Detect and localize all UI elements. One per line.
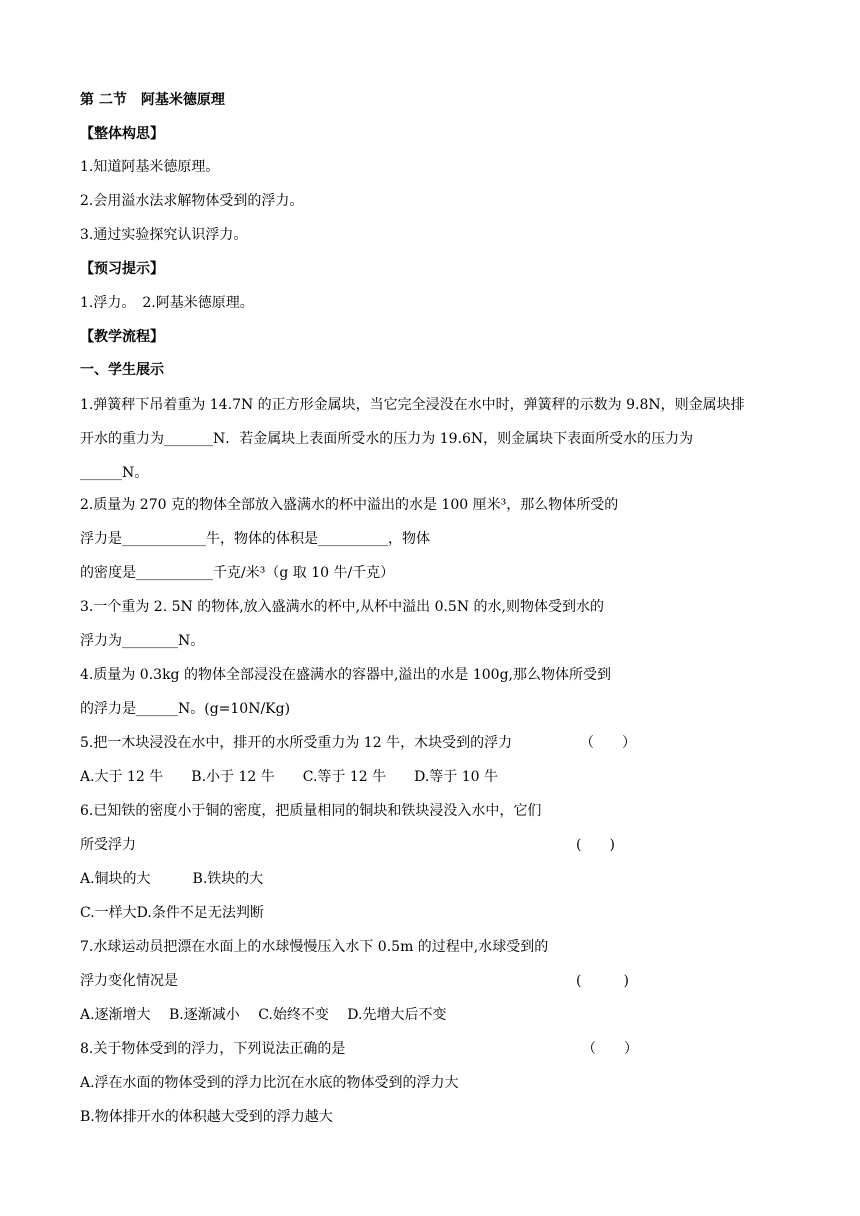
question-7-options: A.逐渐增大 B.逐渐减小 C.始终不变 D.先增大后不变 (80, 1007, 447, 1023)
answer-parentheses: （ ） (580, 735, 636, 751)
question-6-options: C.一样大D.条件不足无法判断 (80, 905, 264, 921)
answer-parentheses: ( ) (576, 837, 615, 853)
section-flow-heading: 【教学流程】 (80, 329, 164, 345)
part-one-heading: 一、学生展示 (80, 362, 164, 378)
question-1-line: 开水的重力为_______N．若金属块上表面所受水的压力为 19.6N，则金属块下表面所受水的压力为 (80, 431, 694, 447)
goal-item: 1.知道阿基米德原理。 (80, 159, 220, 175)
question-2-line: 2.质量为 270 克的物体全部放入盛满水的杯中溢出的水是 100 厘米³，那么物体所受的 (80, 497, 619, 513)
question-3-line: 浮力为________N。 (80, 633, 205, 649)
section-preview-heading: 【预习提示】 (80, 261, 164, 277)
question-6-stem: 6.已知铁的密度小于铜的密度，把质量相同的铜块和铁块浸没入水中，它们 (80, 803, 542, 819)
answer-parentheses: ( ) (576, 973, 629, 989)
question-4-line: 4.质量为 0.3kg 的物体全部浸没在盛满水的容器中,溢出的水是 100g,那么物体所受到 (80, 667, 612, 683)
question-8-option: B.物体排开水的体积越大受到的浮力越大 (80, 1109, 333, 1125)
question-2-line: 浮力是____________牛，物体的体积是__________，物体 (80, 531, 430, 547)
goal-item: 2.会用溢水法求解物体受到的浮力。 (80, 193, 304, 209)
question-1-line: ______N。 (80, 465, 149, 481)
answer-parentheses: （ ） (582, 1041, 638, 1057)
question-7-stem: 7.水球运动员把漂在水面上的水球慢慢压入水下 0.5m 的过程中,水球受到的 (80, 939, 549, 955)
question-2-line: 的密度是___________千克/米³（g 取 10 牛/千克） (80, 565, 395, 581)
question-6-stem: 所受浮力 (80, 837, 136, 853)
section-overall-heading: 【整体构思】 (80, 126, 164, 142)
question-4-line: 的浮力是______N。(g=10N/Kg) (80, 701, 291, 717)
question-5-stem: 5.把一木块浸没在水中，排开的水所受重力为 12 牛，木块受到的浮力 (80, 735, 513, 751)
goal-item: 3.通过实验探究认识浮力。 (80, 227, 248, 243)
question-8-option: A.浮在水面的物体受到的浮力比沉在水底的物体受到的浮力大 (80, 1075, 459, 1091)
question-6-options: A.铜块的大 B.铁块的大 (80, 871, 264, 887)
preview-text: 1.浮力。 2.阿基米德原理。 (80, 295, 254, 311)
question-5-options: A.大于 12 牛 B.小于 12 牛 C.等于 12 牛 D.等于 10 牛 (80, 769, 498, 785)
question-8-stem: 8.关于物体受到的浮力，下列说法正确的是 (80, 1041, 346, 1057)
page-title: 第 二节 阿基米德原理 (80, 92, 225, 108)
question-3-line: 3.一个重为 2. 5N 的物体,放入盛满水的杯中,从杯中溢出 0.5N 的水,则物体受到水的 (80, 599, 604, 615)
question-1-line: 1.弹簧秤下吊着重为 14.7N 的正方形金属块，当它完全浸没在水中时，弹簧秤的示数为 9.8N，则金属块排 (80, 397, 745, 413)
question-7-stem: 浮力变化情况是 (80, 973, 178, 989)
